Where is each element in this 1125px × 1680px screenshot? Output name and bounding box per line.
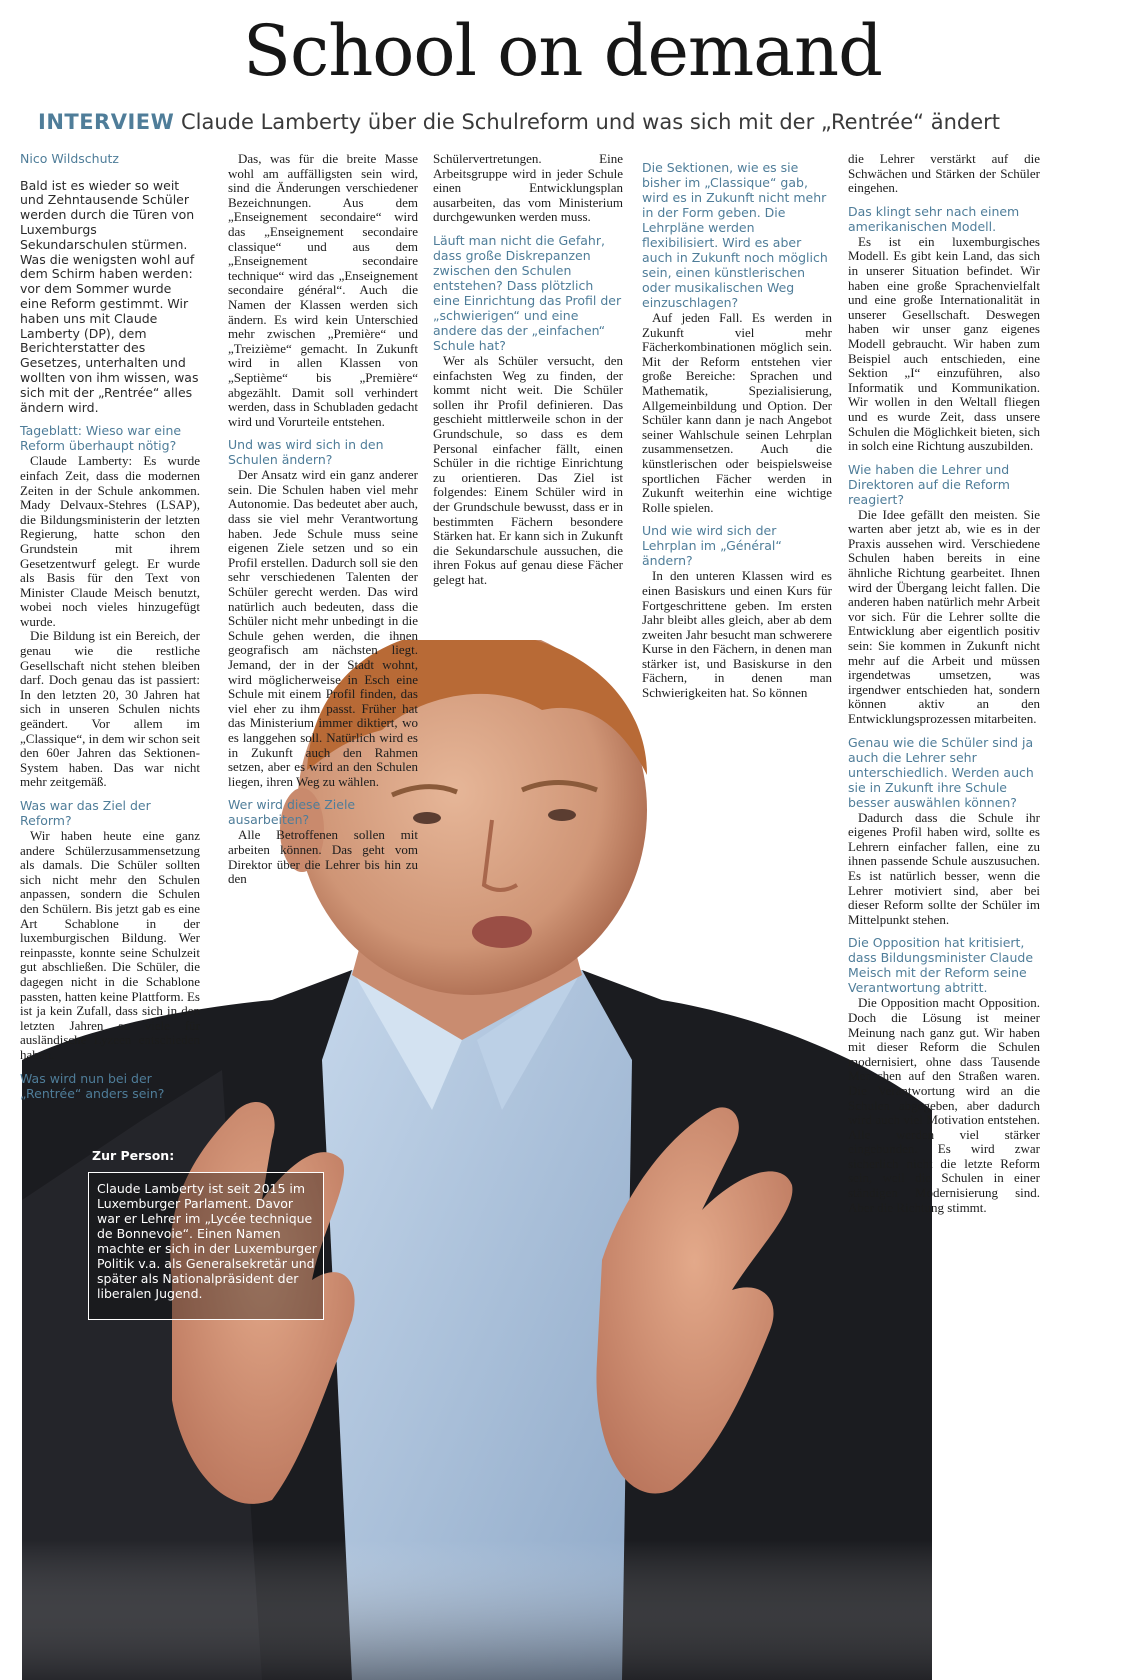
interview-question: Wer wird diese Ziele ausarbeiten? [228, 797, 356, 828]
answer-paragraph: Die Idee gefällt den meisten. Sie warten aber jetzt ab, wie es in der Praxis aussehen wird. Verschiedene Schulen haben bereits in eine ähnliche Richtung gearbeitet. Ihnen wird der Übergang leicht fallen. Die anderen haben natürlich mehr Arbeit vor sich. Für die Lehrer sollte die Entwicklung aber eigentlich positiv sein: Sie kommen in Zukunft nicht mehr auf die Arbeit und müssen irgendetwas umsetzen, was irgendwer entschieden hat, sondern können aktiv an den Entwicklungsprozessen mitarbeiten. [848, 506, 1040, 726]
column-4 [642, 152, 832, 701]
answer-paragraph: Die Bildung ist ein Bereich, der genau wie die restliche Gesellschaft nicht stehen bleiben darf. Doch genau das ist passiert: In den letzten 20, 30 Jahren hat sich in unseren Schulen nichts geändert. Vor allem im „Classique“, in dem wir schon seit den 60er Jahren das Sektionen-System haben. Das war nicht mehr zeitgemäß. [20, 628, 200, 790]
answer-paragraph: Alle Betroffenen sollen mit arbeiten können. Das geht vom Direktor über die Lehrer bis hin zu den [228, 827, 418, 887]
answer-paragraph: Das, was für die breite Masse wohl am auffälligsten sein wird, sind die Änderungen verschiedener Bezeichnungen. Aus dem „Enseignement secondaire“ wird das „Enseignement secondaire classique“ und aus dem „Enseignement secondaire technique“ wird das „Enseignement secondaire général“. Auch die Namen der Klassen werden sich ändern. Es wird kein Unterschied mehr zwischen „Première“ und „Treizième“ gemacht. In Zukunft wird in allen Klassen von „Septième“ bis „Première“ abgezählt. Damit soll verhindert werden, dass in Schubladen gedacht wird und Vorurteile entstehen. [228, 151, 418, 429]
column-2-body [228, 152, 418, 887]
answer-paragraph: Es ist ein luxemburgisches Modell. Es gibt kein Land, das sich in unserer Situation befindet. Wir haben eine große Sprachenvielfalt und eine große Internationalität in unserer Gesellschaft. Deswegen haben wir unser ganz eigenes Modell gebraucht. Wir haben zum Beispiel auch entschieden, eine Sektion „I“ einzuführen, also Informatik und Kommunikation. Wir wollen in den Weltall fliegen und es wurde Zeit, dass unsere Schulen die Möglichkeit bieten, sich in solch eine Richtung auszubilden. [848, 233, 1040, 454]
interview-question: Die Sektionen, wie es sie bisher im „Classique“ gab, wird es in Zukunft nicht mehr in der Form geben. Die Lehrpläne werden flexibilisiert. Wird es aber auch in Zukunft noch möglich sein, einen künstlerischen oder musikalischen Weg einzuschlagen? [642, 160, 828, 310]
bio-box [88, 1172, 324, 1320]
subheadline [38, 108, 1000, 136]
column-2 [228, 152, 418, 887]
bio-text: Claude Lamberty ist seit 2015 im Luxemburger Parlament. Davor war er Lehrer im „Lycée technique de Bonnevoie“. Einen Namen machte er sich in der Luxemburger Politik v.a. als Generalsekretär und später als Nationalpräsident der liberalen Jugend. [97, 1181, 317, 1301]
answer-paragraph: Wer als Schüler versucht, den einfachsten Weg zu finden, der kommt nicht weit. Die Schüler sollen ihr Profil definieren. Das geschieht mittlerweile schon in der Grundschule, so dass es dem Personal einfacher fällt, einen Schüler in die richtige Einrichtung zu orientieren. Das Ziel ist folgendes: Einem Schüler wird in der Grundschule bewusst, dass er in bestimmten Fächern besondere Stärken hat. Er kann sich in Zukunft die Sekundarschule aussuchen, die ihren Fokus auf genau diese Fächer gelegt hat. [433, 352, 623, 587]
interview-question: Was wird nun bei der „Rentrée“ anders sein? [20, 1070, 165, 1101]
column-3 [433, 152, 623, 587]
interview-question: Tageblatt: Wieso war eine Reform überhaupt nötig? [20, 423, 182, 454]
answer-paragraph: Schülervertretungen. Eine Arbeitsgruppe wird in jeder Schule einen Entwicklungsplan ausarbeiten, das vom Ministerium durchgewunken werden muss. [433, 151, 623, 225]
answer-paragraph: In den unteren Klassen wird es einen Basiskurs und einen Kurs für Fortgeschrittene geben. Im ersten Jahr bleibt alles gleich, aber ab dem zweiten Jahr besucht man schwerere Kurse in den Fächern, in denen man stärker ist, und Basiskurse in den Fächern, in denen man Schwierigkeiten hat. So können [642, 568, 832, 701]
answer-paragraph: Die Opposition macht Opposition. Doch die Lösung ist meiner Meinung nach ganz gut. Wir haben mit dieser Reform die Schulen modernisiert, ohne dass Tausende Menschen auf den Straßen waren. Die Verantwortung wird an die Schulen abgegeben, aber dadurch wird auch viel Motivation entstehen. Alle werden viel stärker eingebunden. Es wird zwar sicherlich nicht die letzte Reform sein, weil die Schulen in einer ständigen Modernisierung sind. Aber die Richtung stimmt. [848, 995, 1040, 1215]
interview-question: Und was wird sich in den Schulen ändern? [228, 437, 384, 468]
bio-heading: Zur Person: [92, 1148, 175, 1163]
interview-question: Und wie wird sich der Lehrplan im „Général“ ändern? [642, 523, 782, 569]
interview-question: Genau wie die Schüler sind ja auch die Lehrer sehr unterschiedlich. Werden auch sie in Zukunft ihre Schule besser auswählen können? [848, 734, 1034, 810]
interview-question: Läuft man nicht die Gefahr, dass große Diskrepanzen zwischen den Schulen entstehen? Dass plötzlich eine Einrichtung das Profil der „schwierigen“ und eine andere das der „einfachen“ Schule hat? [433, 232, 622, 353]
column-1-body [20, 423, 200, 1100]
column-5-body [848, 152, 1040, 1215]
column-4-body [642, 160, 832, 701]
column-5 [848, 152, 1040, 1215]
answer-paragraph: Der Ansatz wird ein ganz anderer sein. Die Schulen haben viel mehr Autonomie. Das bedeutet aber auch, dass sie viel mehr Verantwortung haben. Jede Schule muss seine eigenen Ziele setzen und so ein Profil erstellen. Dadurch soll sie den sehr verschiedenen Talenten der Schüler gerecht werden. Das wird natürlich auch bedeuten, dass die Schüler nicht mehr unbedingt in die Schule gehen werden, die ihnen geografisch am nächsten liegt. Jemand, der in der Stadt wohnt, wird möglicherweise in Esch eine Schule mit einem Profil finden, das viel eher zu ihm passt. Früher hat das Ministerium immer diktiert, wo es langgehen soll. Natürlich wird es in Zukunft auch den Rahmen setzen, aber es wird an den Schulen liegen, ihren Weg zu wählen. [228, 467, 418, 789]
column-1 [20, 152, 200, 1102]
subhead-text: Claude Lamberty über die Schulreform und was sich mit der „Rentrée“ ändert [181, 110, 1000, 134]
answer-paragraph: Dadurch dass die Schule ihr eigenes Profil haben wird, sollte es Lehrern einfacher fallen, eine zu ihnen passende Schule auszusuchen. Es ist natürlich besser, wenn die Lehrer motiviert sind, aber bei dieser Reform sollte der Schüler im Mittelpunkt stehen. [848, 809, 1040, 927]
answer-paragraph: die Lehrer verstärkt auf die Schwächen und Stärken der Schüler eingehen. [848, 151, 1040, 196]
lead-paragraph: Bald ist es wieder so weit und Zehntausende Schüler werden durch die Türen von Luxemburgs Sekundarschulen stürmen. Was die wenigsten wohl auf dem Schirm haben werden: vor dem Sommer wurde eine Reform gestimmt. Wir haben uns mit Claude Lamberty (DP), dem Berichterstatter des Gesetzes, unterhalten und wollten von ihm wissen, was sich mit der „Rentrée“ alles ändern wird. [20, 177, 199, 415]
subhead-kicker: INTERVIEW [38, 110, 175, 134]
interview-question: Was war das Ziel der Reform? [20, 798, 151, 828]
headline: School on demand [243, 10, 882, 92]
answer-paragraph: Claude Lamberty: Es wurde einfach Zeit, dass die modernen Zeiten in der Schule ankommen. Mady Delvaux-Stehres (LSAP), die Bildungsministerin der letzten Regierung, hatte schon den Grundstein mit ihrem Gesetzentwurf gelegt. Er wurde als Basis für den Text von Minister Claude Meisch benutzt, wobei noch vieles hinzugefügt wurde. [20, 453, 200, 629]
answer-paragraph: Wir haben heute eine ganz andere Schülerzusammensetzung als damals. Die Schüler sollten sich nicht mehr den Schulen anpassen, sondern die Schulen den Schülern. Bis jetzt gab es eine Art Schablone in der luxemburgischen Bildung. Wer reinpasste, konnte seine Schulzeit gut abschließen. Die Schüler, die dagegen nicht in die Schablone passten, hatten keine Plattform. Es ist ja kein Zufall, dass sich in den letzten Jahren so viele für ausländische Lyzeen entschieden haben. [20, 828, 200, 1062]
column-3-body [433, 152, 623, 587]
interview-question: Wie haben die Lehrer und Direktoren auf die Reform reagiert? [848, 461, 1010, 507]
answer-paragraph: Auf jeden Fall. Es werden in Zukunft viel mehr Fächerkombinationen möglich sein. Mit der Reform entstehen vier große Bereiche: Sprachen und Mathematik, Spezialisierung, Allgemeinbildung und Option. Der Schüler kann dann je nach Angebot seiner Wahlschule seinen Lehrplan zusammensetzen. Auch die künstlerischen oder beispielsweise sportlichen Fächer werden in Zukunft weiterhin eine wichtige Rolle spielen. [642, 310, 832, 515]
interview-question: Das klingt sehr nach einem amerikanischen Modell. [848, 203, 1020, 234]
interview-question: Die Opposition hat kritisiert, dass Bildungsminister Claude Meisch mit der Reform seine Verantwortung abtritt. [848, 935, 1034, 996]
author-byline: Nico Wildschutz [20, 151, 119, 166]
